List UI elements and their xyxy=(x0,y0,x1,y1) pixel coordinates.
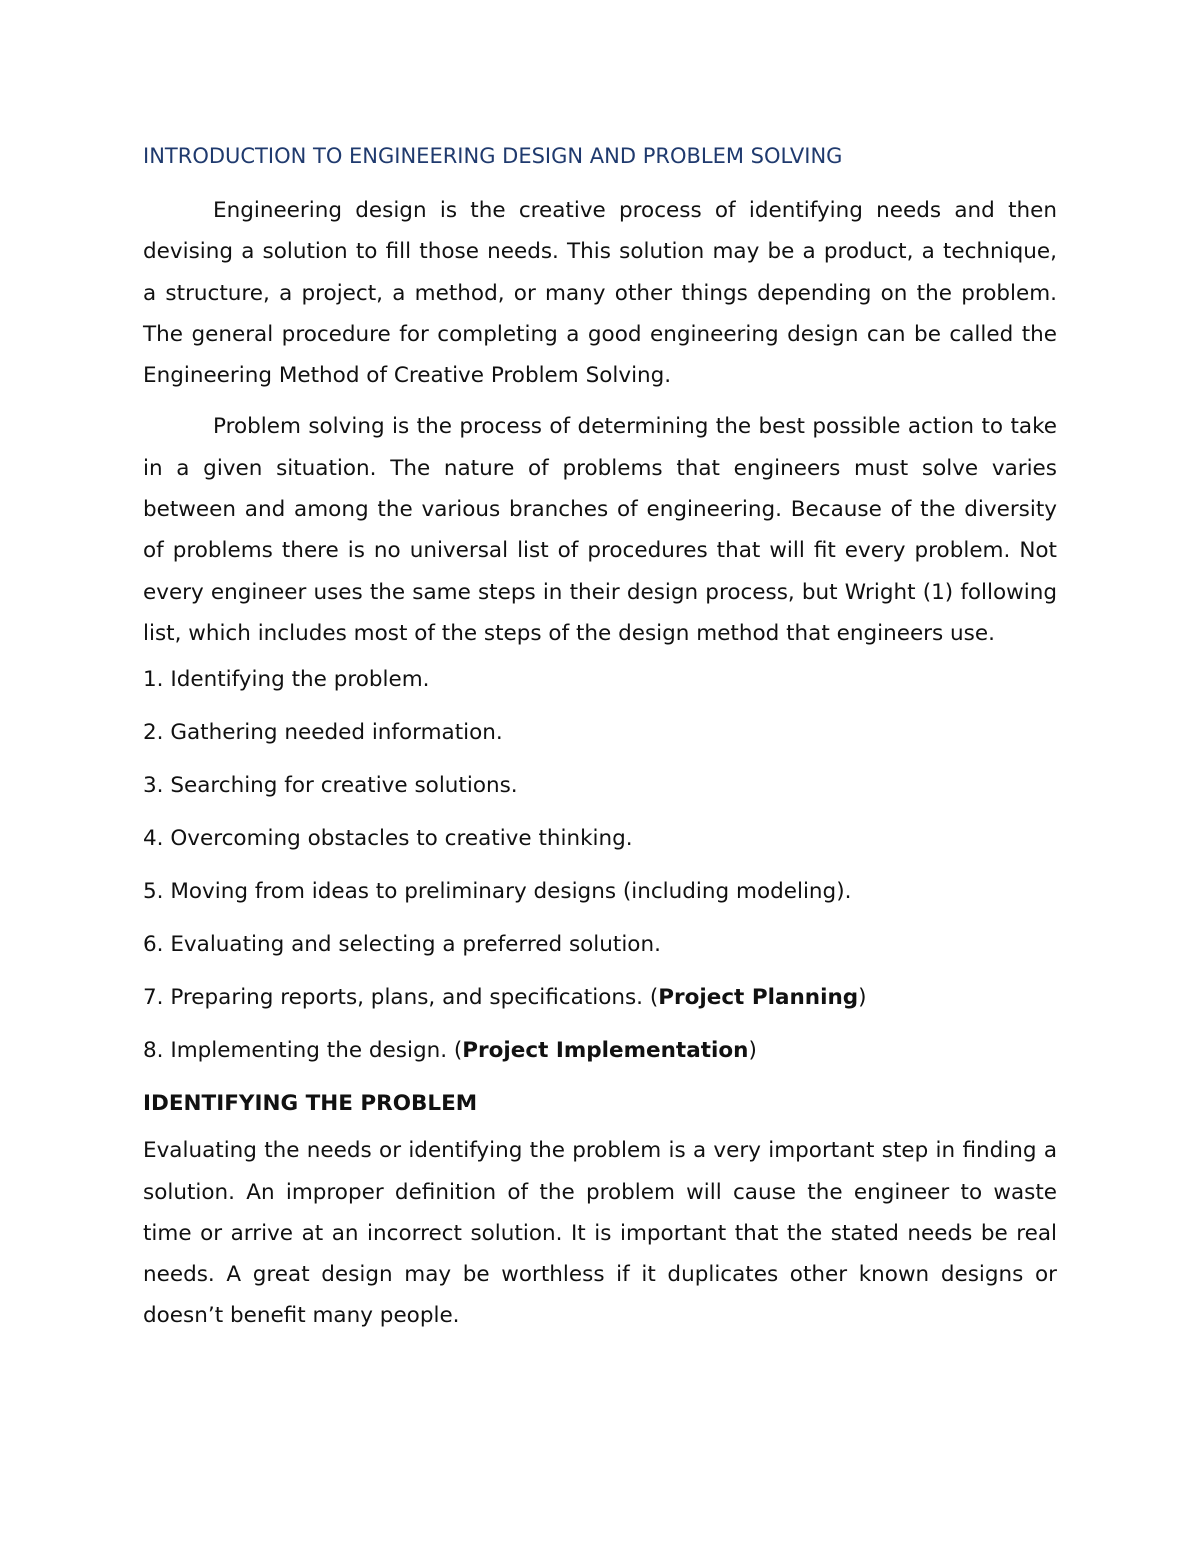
problem-solving-paragraph: Problem solving is the process of determining the best possible action to take in a given situation. The nature of problems that engineers must solve varies between and among the various branches of engineering. Because of the diversity of problems there is no universal list of procedures that will fit every problem. Not every engineer uses the same steps in their design process, but Wright (1) following list, which includes most of the steps of the design method that engineers use. xyxy=(143,414,1057,646)
list-item: 1. Identifying the problem. xyxy=(143,667,430,693)
list-item: 5. Moving from ideas to preliminary designs (including modeling). xyxy=(143,879,852,905)
list-item: 4. Overcoming obstacles to creative thinking. xyxy=(143,826,633,852)
document-page xyxy=(143,140,1057,1347)
design-steps-list xyxy=(143,664,1057,1067)
identifying-problem-paragraph: Evaluating the needs or identifying the problem is a very important step in finding a solution. An improper definition of the problem will cause the engineer to waste time or arrive at an incorrect solution. It is important that the stated needs be real needs. A great design may be worthless if it duplicates other known designs or doesn’t benefit many people. xyxy=(143,1138,1057,1329)
list-item: 3. Searching for creative solutions. xyxy=(143,773,518,799)
step-bold-label: Project Planning xyxy=(658,985,859,1011)
intro-paragraph: Engineering design is the creative process of identifying needs and then devising a solution to fill those needs. This solution may be a product, a technique, a structure, a project, a method, or many other things depending on the problem. The general procedure for completing a good engineering design can be called the Engineering Method of Creative Problem Solving. xyxy=(143,198,1057,389)
step-close: ) xyxy=(748,1038,757,1064)
list-item: 2. Gathering needed information. xyxy=(143,720,503,746)
step-text: 7. Preparing reports, plans, and specifications. ( xyxy=(143,985,659,1011)
section-heading: IDENTIFYING THE PROBLEM xyxy=(143,1091,478,1117)
list-item: 6. Evaluating and selecting a preferred solution. xyxy=(143,932,661,958)
list-item xyxy=(143,1035,1057,1067)
step-close: ) xyxy=(858,985,867,1011)
step-text: 8. Implementing the design. ( xyxy=(143,1038,463,1064)
step-bold-label: Project Implementation xyxy=(462,1038,749,1064)
document-title: INTRODUCTION TO ENGINEERING DESIGN AND PROBLEM SOLVING xyxy=(143,144,843,168)
list-item xyxy=(143,982,1057,1014)
